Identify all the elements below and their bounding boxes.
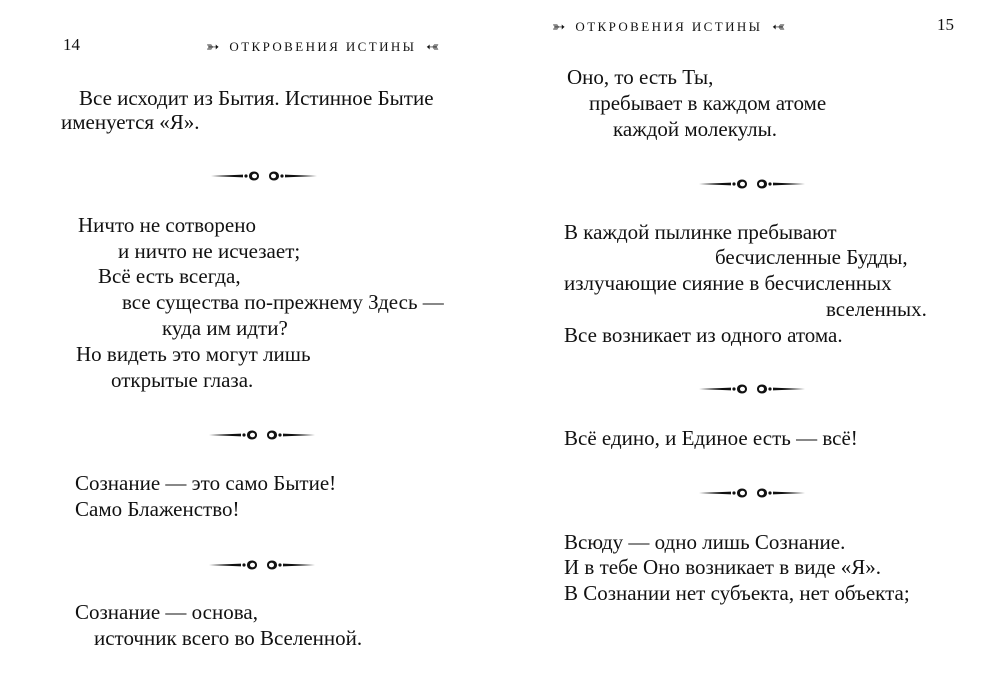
verse-line: Сознание — это само Бытие!	[75, 471, 337, 495]
ornament-divider-icon	[697, 175, 807, 193]
verse-line: Но видеть это могут лишь	[76, 342, 311, 366]
running-header	[206, 37, 440, 56]
verse-line: Само Блаженство!	[75, 497, 240, 521]
verse-line: Всё есть всегда,	[98, 264, 241, 288]
arrow-ornament-icon: ➳	[206, 37, 220, 56]
verse-line: Все возникает из одного атома.	[564, 323, 843, 347]
verse-line: В каждой пылинке пребывают	[564, 220, 837, 244]
ornament-divider-icon	[697, 380, 807, 398]
verse-line: В Сознании нет субъекта, нет объекта;	[564, 581, 910, 605]
arrow-ornament-icon: ➳	[426, 37, 440, 56]
page-number: 14	[63, 35, 80, 54]
verse-line: каждой молекулы.	[613, 117, 778, 141]
verse-line: именуется «Я».	[61, 110, 200, 134]
right-page	[500, 0, 1000, 689]
arrow-ornament-icon: ➳	[772, 17, 786, 36]
ornament-divider-icon	[207, 556, 317, 574]
verse-line: куда им идти?	[162, 316, 288, 340]
verse-line: и ничто не исчезает;	[118, 239, 301, 263]
verse-line: Сознание — основа,	[75, 600, 258, 624]
running-header-title: ОТКРОВЕНИЯ ИСТИНЫ	[229, 38, 417, 54]
verse-line: открытые глаза.	[111, 368, 254, 392]
verse-line: Ничто не сотворено	[78, 213, 256, 237]
running-header	[552, 17, 786, 36]
verse-line: Всюду — одно лишь Сознание.	[564, 530, 846, 554]
verse-line: Оно, то есть Ты,	[567, 65, 714, 89]
ornament-divider-icon	[697, 484, 807, 502]
verse-line: Всё едино, и Единое есть — всё!	[564, 426, 858, 450]
verse-line: бесчисленные Будды,	[715, 245, 908, 269]
page-number: 15	[937, 15, 954, 34]
verse-line: источник всего во Вселенной.	[94, 626, 363, 650]
arrow-ornament-icon: ➳	[552, 17, 566, 36]
verse-line: пребывает в каждом атоме	[589, 91, 827, 115]
verse-line: все существа по-прежнему Здесь —	[122, 290, 444, 314]
ornament-divider-icon	[209, 167, 319, 185]
ornament-divider-icon	[207, 426, 317, 444]
running-header-title: ОТКРОВЕНИЯ ИСТИНЫ	[575, 18, 763, 34]
verse-line: вселенных.	[826, 297, 927, 321]
verse-line: излучающие сияние в бесчисленных	[564, 271, 892, 295]
verse-line: И в тебе Оно возникает в виде «Я».	[564, 555, 882, 579]
verse-line: Все исходит из Бытия. Истинное Бытие	[79, 86, 434, 110]
